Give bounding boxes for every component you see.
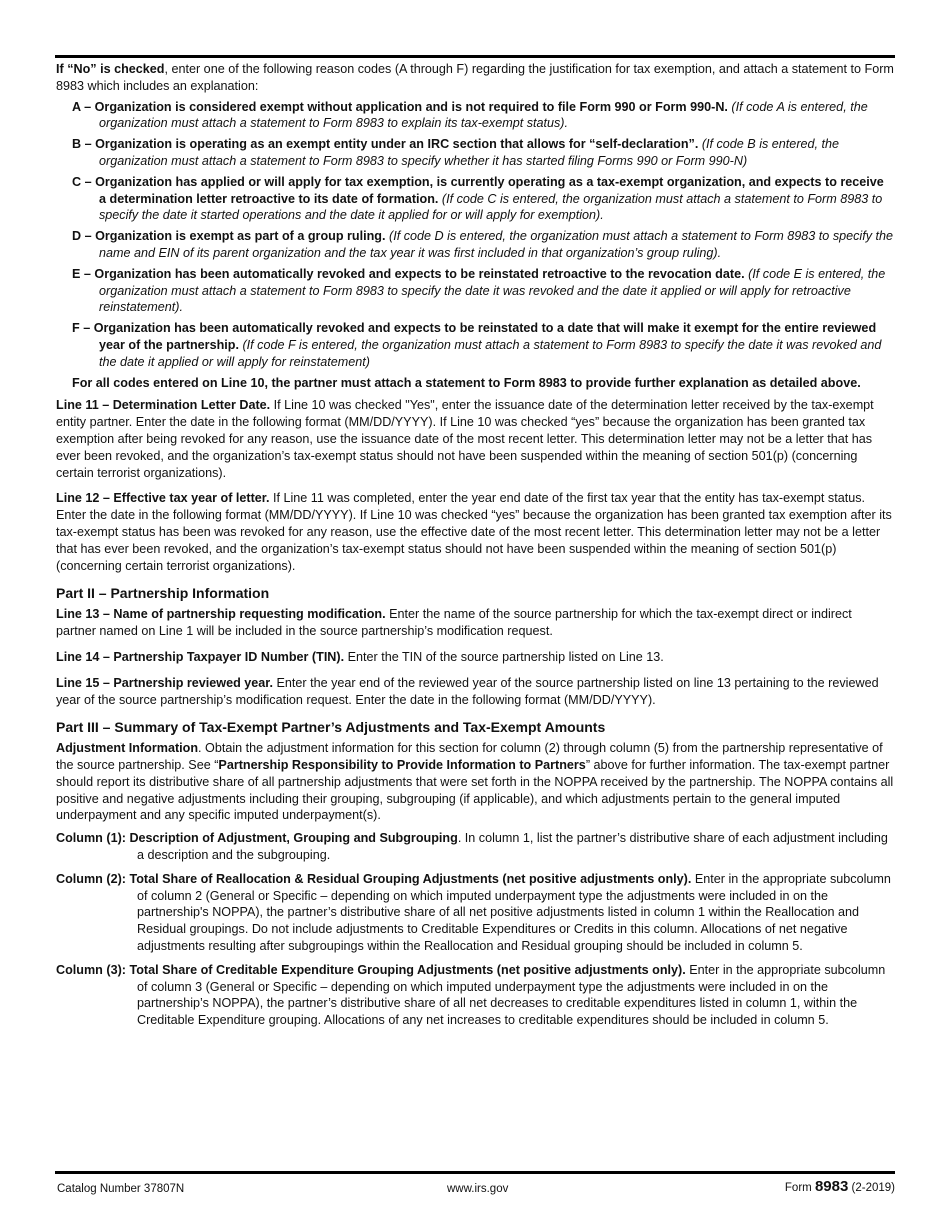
reason-code-d — [56, 228, 894, 262]
code-b-title: B – Organization is operating as an exempt entity under an IRC section that allows for “self-declaration”. — [72, 137, 699, 152]
page-content — [56, 61, 894, 1036]
form-revision: (2-2019) — [851, 1182, 895, 1194]
form-number: 8983 — [814, 1178, 849, 1195]
column-2-title: Column (2): Total Share of Reallocation & Residual Grouping Adjustments (net positive adjustments only). — [56, 871, 692, 886]
line-14-text: Enter the TIN of the source partnership listed on Line 13. — [344, 649, 664, 664]
catalog-number: Catalog Number 37807N — [57, 1183, 185, 1195]
code-a-title: A – Organization is considered exempt without application and is not required to file Form 990 or Form 990-N. — [72, 99, 728, 114]
adjustment-info-text-2: ” above for further information. The tax-exempt partner should report its distributive share of all partnership adjustments that were set forth in the NOPPA received by the partnership. The NOPPA contains all positive and negative adjustments including their grouping, subgrouping (if applicable), and which adjustments pertain to the general imputed underpayment and any specific imputed underpayment(s). — [56, 758, 894, 823]
website-link[interactable]: www.irs.gov — [447, 1183, 509, 1195]
part-3-heading: Part III – Summary of Tax-Exempt Partner’s Adjustments and Tax-Exempt Amounts — [56, 719, 606, 736]
top-rule — [55, 55, 895, 58]
reason-code-e — [56, 266, 894, 316]
bottom-rule — [55, 1171, 895, 1174]
code-d-note: (If code D is entered, the organization must attach a statement to Form 8983 to specify the name and EIN of its parent organization and the tax year it was first included in that organization’s group ruling). — [99, 229, 894, 260]
column-2-instructions — [56, 871, 894, 955]
line-11 — [56, 397, 894, 481]
adjustment-information — [56, 740, 894, 824]
code-c-note: (If code C is entered, the organization must attach a statement to Form 8983 to specify the date it started operations and the date it applied for or will apply for exemption). — [99, 191, 883, 223]
code-c-title: C – Organization has applied or will apply for tax exemption, is currently operating as a tax-exempt organization, and expects to receive a determination letter retroactive to its date of formation. — [72, 174, 884, 206]
line-12 — [56, 490, 894, 574]
part-2-heading: Part II – Partnership Information — [56, 585, 270, 602]
column-3-text: Enter in the appropriate subcolumn of column 3 (General or Specific – depending on which imputed underpayment type the adjustments were included in on the partnership’s NOPPA), the partner’s distributive share of all net decreases to creditable expenditures listed in column 1, within the Creditable Expenditure grouping. Allocations of any net increases to creditable expenditures should be included in column 5. — [137, 962, 886, 1028]
codes-note — [56, 375, 894, 392]
code-d-title: D – Organization is exempt as part of a group ruling. — [72, 229, 386, 244]
intro-bold: If “No” is checked — [56, 62, 165, 76]
column-3-title: Column (3): Total Share of Creditable Expenditure Grouping Adjustments (net positive adjustments only). — [56, 962, 686, 977]
column-1-instructions — [56, 830, 894, 864]
code-b-note: (If code B is entered, the organization must attach a statement to Form 8983 to specify whether it has started filing Forms 990 or Form 990-N) — [99, 137, 840, 168]
reason-code-f — [56, 320, 894, 370]
line-11-title: Line 11 – Determination Letter Date. — [56, 398, 271, 413]
line-15-text: Enter the year end of the reviewed year of the source partnership listed on line 13 pertaining to the reviewed year of the source partnership’s modification request. Enter the date in the following format (MM/DD/YYYY). — [56, 675, 879, 707]
line-13 — [56, 606, 894, 640]
reason-code-b — [56, 136, 894, 170]
code-e-title: E – Organization has been automatically revoked and expects to be reinstated retroactive to the revocation date. — [72, 266, 745, 281]
adjustment-info-title: Adjustment Information — [56, 741, 199, 756]
line-12-text: If Line 11 was completed, enter the year end date of the first tax year that the entity has tax-exempt status. Enter the date in the following format (MM/DD/YYYY). If Line 10 was checked “yes” because the organization has been granted tax exemption after its tax-exempt status has been was revoked for any reason, use the effective date of the most recent letter. This determination letter may not be a letter that has ever been revoked, and the organization’s tax-exempt status should not have been suspended within the meaning of section 501(p) (concerning certain terrorist organizations). — [56, 491, 892, 573]
code-a-note: (If code A is entered, the organization must attach a statement to Form 8983 to explain its tax-exempt status). — [99, 99, 868, 131]
line-14 — [56, 649, 894, 666]
intro-paragraph — [56, 61, 894, 95]
code-f-title: F – Organization has been automatically revoked and expects to be reinstated to a date that will make it exempt for the entire reviewed year of the partnership. — [72, 321, 877, 352]
line-13-text: Enter the name of the source partnership for which the tax-exempt direct or indirect partner named on Line 1 will be included in the source partnership’s modification request. — [56, 607, 852, 639]
code-e-note: (If code E is entered, the organization must attach a statement to Form 8983 to specify the date it was revoked and the date it applied or will apply for retroactive reinstatement). — [99, 266, 886, 315]
line-15 — [56, 675, 894, 709]
intro-text: , enter one of the following reason codes (A through F) regarding the justification for tax exemption, and attach a statement to Form 8983 which includes an explanation: — [56, 62, 894, 93]
line-14-title: Line 14 – Partnership Taxpayer ID Number (TIN). — [56, 649, 345, 664]
form-label: Form — [784, 1182, 812, 1194]
reason-code-a — [56, 99, 894, 133]
form-identifier — [785, 1179, 895, 1197]
column-1-title: Column (1): Description of Adjustment, Grouping and Subgrouping — [56, 831, 458, 846]
line-15-title: Line 15 – Partnership reviewed year. — [56, 675, 274, 690]
column-3-instructions — [56, 962, 894, 1029]
column-2-text: Enter in the appropriate subcolumn of column 2 (General or Specific – depending on which imputed underpayment type the adjustments were included in on the partnership's NOPPA), the partner’s distributive share of all net positive adjustments listed in column 1 within the Reallocation and Residual groupings. Do not include adjustments to Creditable Expenditures or Credits in this column. Allocations of net negative adjustments resulting after subgroupings within the Reallocation and Residual grouping should be included in column 5. — [137, 871, 891, 954]
code-f-note: (If code F is entered, the organization must attach a statement to Form 8983 to specify the date it was revoked and the date it applied or will apply for reinstatement) — [99, 337, 882, 369]
reason-code-c — [56, 174, 894, 224]
line-11-text: If Line 10 was checked "Yes", enter the issuance date of the determination letter received by the tax-exempt entity partner. Enter the date in the following format (MM/DD/YYYY). If Line 10 was checked “yes” because the organization has been granted tax exemption after being revoked for any reason, use the issuance date of the most recent letter. This determination letter may not be a letter that has ever been revoked, and the organization’s tax-exempt status should not have been suspended within the meaning of section 501(p) (concerning certain terrorist organizations). — [56, 398, 874, 480]
adjustment-info-reference: Partnership Responsibility to Provide Information to Partners — [218, 758, 586, 773]
column-1-text: . In column 1, list the partner’s distributive share of each adjustment including a description and the subgrouping. — [137, 831, 888, 863]
line-12-title: Line 12 – Effective tax year of letter. — [56, 491, 270, 506]
line-13-title: Line 13 – Name of partnership requesting modification. — [56, 607, 386, 622]
codes-note-text: For all codes entered on Line 10, the partner must attach a statement to Form 8983 to provide further explanation as detailed above. — [72, 375, 861, 390]
adjustment-info-text-1: . Obtain the adjustment information for this section for column (2) through column (5) from the partnership representative of the source partnership. See “ — [56, 741, 883, 773]
